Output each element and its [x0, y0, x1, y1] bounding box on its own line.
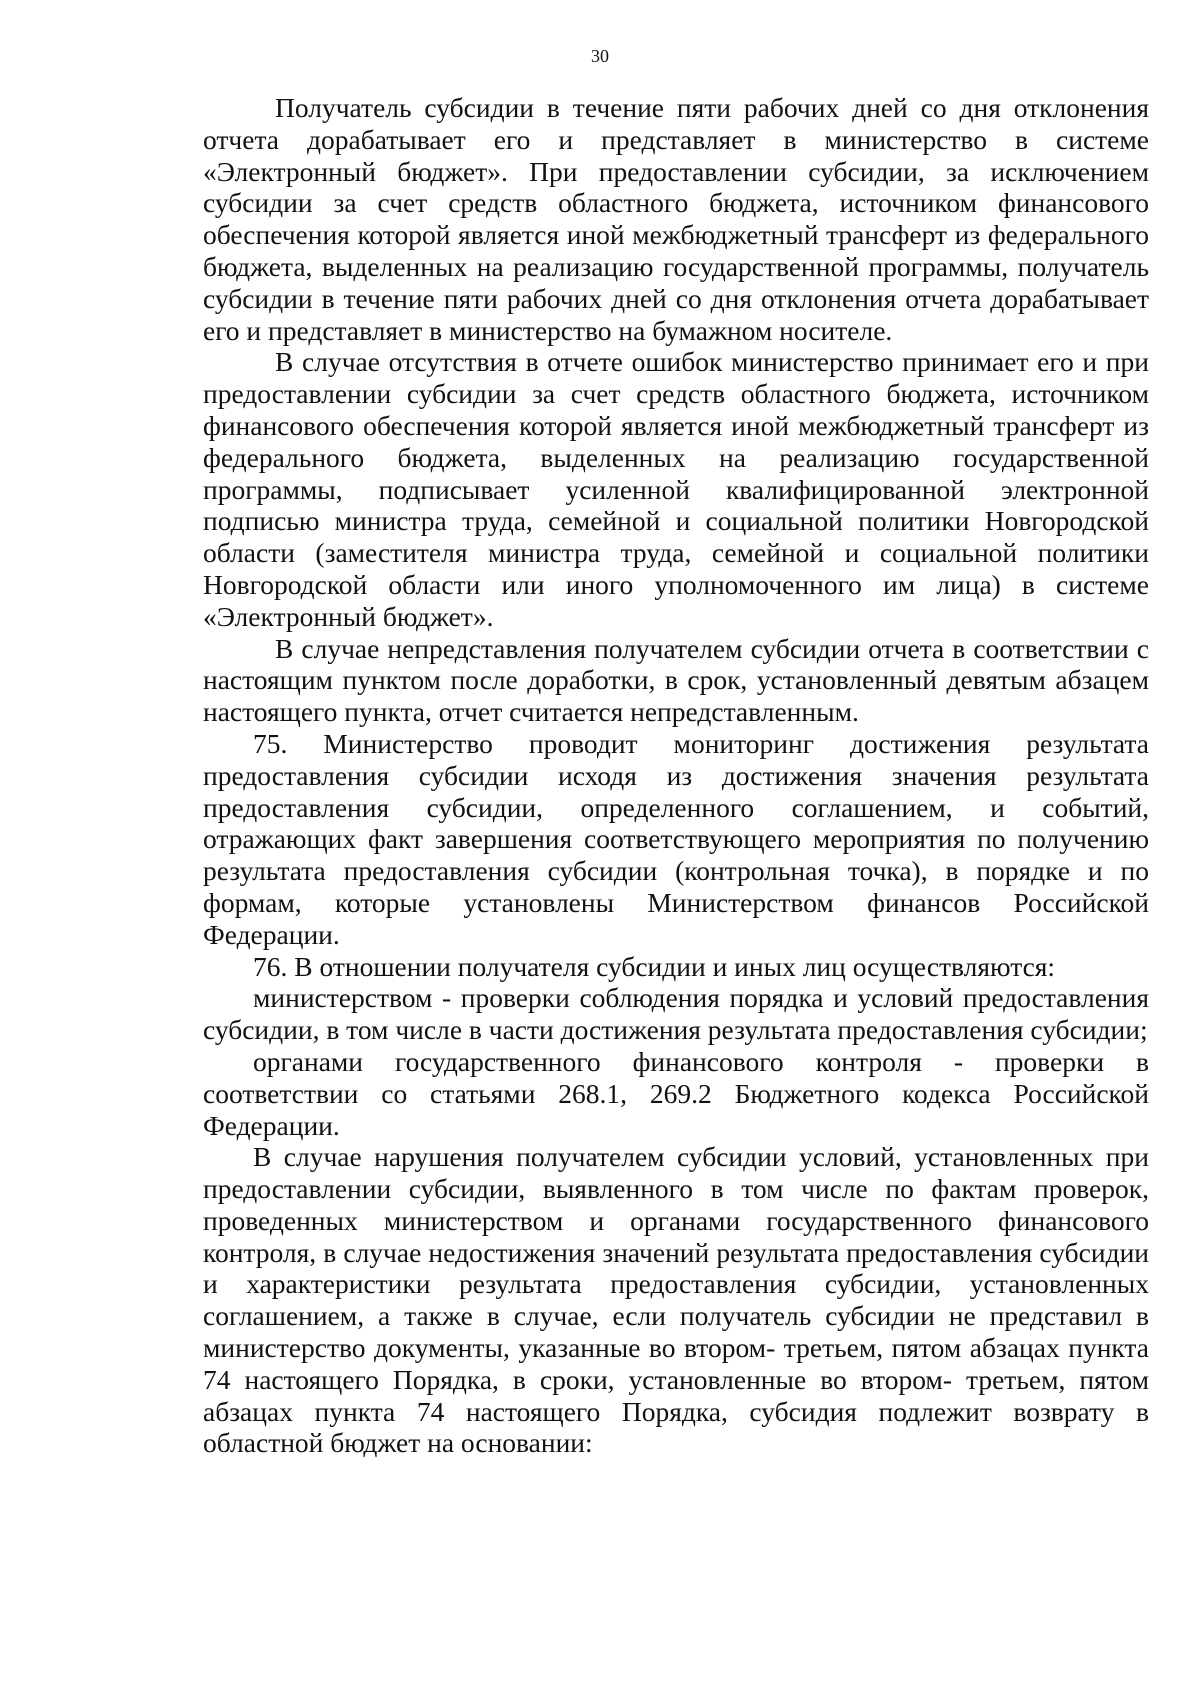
page-number: 30: [591, 46, 609, 66]
paragraph-subsidy-return: В случае нарушения получателем субсидии условий, установленных при предоставлении субсидии, выявленного в том числе по фактам проверок, проведенных министерством и органами государственного финансового контроля, в случае недостижения значений результата предоставления субсидии и характеристики результата предоставления субсидии, установленных соглашением, а также в случае, если получатель субсидии не представил в министерство документы, указанные во втором- третьем, пятом абзацах пункта 74 настоящего Порядка, в сроки, установленные во втором- третьем, пятом абзацах пункта 74 настоящего Порядка, субсидия подлежит возврату в областной бюджет на основании:: [203, 1141, 1149, 1459]
paragraph-item-75: 75. Министерство проводит мониторинг достижения результата предоставления субсидии исходя из достижения значения результата предоставления субсидии, определенного соглашением, и событий, отражающих факт завершения соответствующего мероприятия по получению результата предоставления субсидии (контрольная точка), в порядке и по формам, которые установлены Министерством финансов Российской Федерации.: [203, 727, 1149, 950]
paragraph-report-revision: Получатель субсидии в течение пяти рабочих дней со дня отклонения отчета дорабатывает его и представляет в министерство в системе «Электронный бюджет». При предоставлении субсидии, за исключением субсидии за счет средств областного бюджета, источником финансового обеспечения которой является иной межбюджетный трансферт из федерального бюджета, выделенных на реализацию государственной программы, получатель субсидии в течение пяти рабочих дней со дня отклонения отчета дорабатывает его и представляет в министерство на бумажном носителе.: [203, 92, 1149, 346]
paragraph-financial-control-checks: органами государственного финансового контроля - проверки в соответствии со статьями 268.1, 269.2 Бюджетного кодекса Российской Федерации.: [203, 1045, 1149, 1141]
document-body: [203, 92, 1149, 1459]
paragraph-item-76: 76. В отношении получателя субсидии и иных лиц осуществляются:: [253, 950, 1056, 982]
paragraph-report-acceptance: В случае отсутствия в отчете ошибок министерство принимает его и при предоставлении субсидии за счет средств областного бюджета, источником финансового обеспечения которой является иной межбюджетный трансферт из федерального бюджета, выделенных на реализацию государственной программы, подписывает усиленной квалифицированной электронной подписью министра труда, семейной и социальной политики Новгородской области (заместителя министра труда, семейной и социальной политики Новгородской области или иного уполномоченного им лица) в системе «Электронный бюджет».: [203, 346, 1149, 632]
paragraph-ministry-checks: министерством - проверки соблюдения порядка и условий предоставления субсидии, в том числе в части достижения результата предоставления субсидии;: [203, 982, 1149, 1046]
paragraph-report-not-submitted: В случае непредставления получателем субсидии отчета в соответствии с настоящим пунктом после доработки, в срок, установленный девятым абзацем настоящего пункта, отчет считается непредставленным.: [203, 632, 1149, 728]
